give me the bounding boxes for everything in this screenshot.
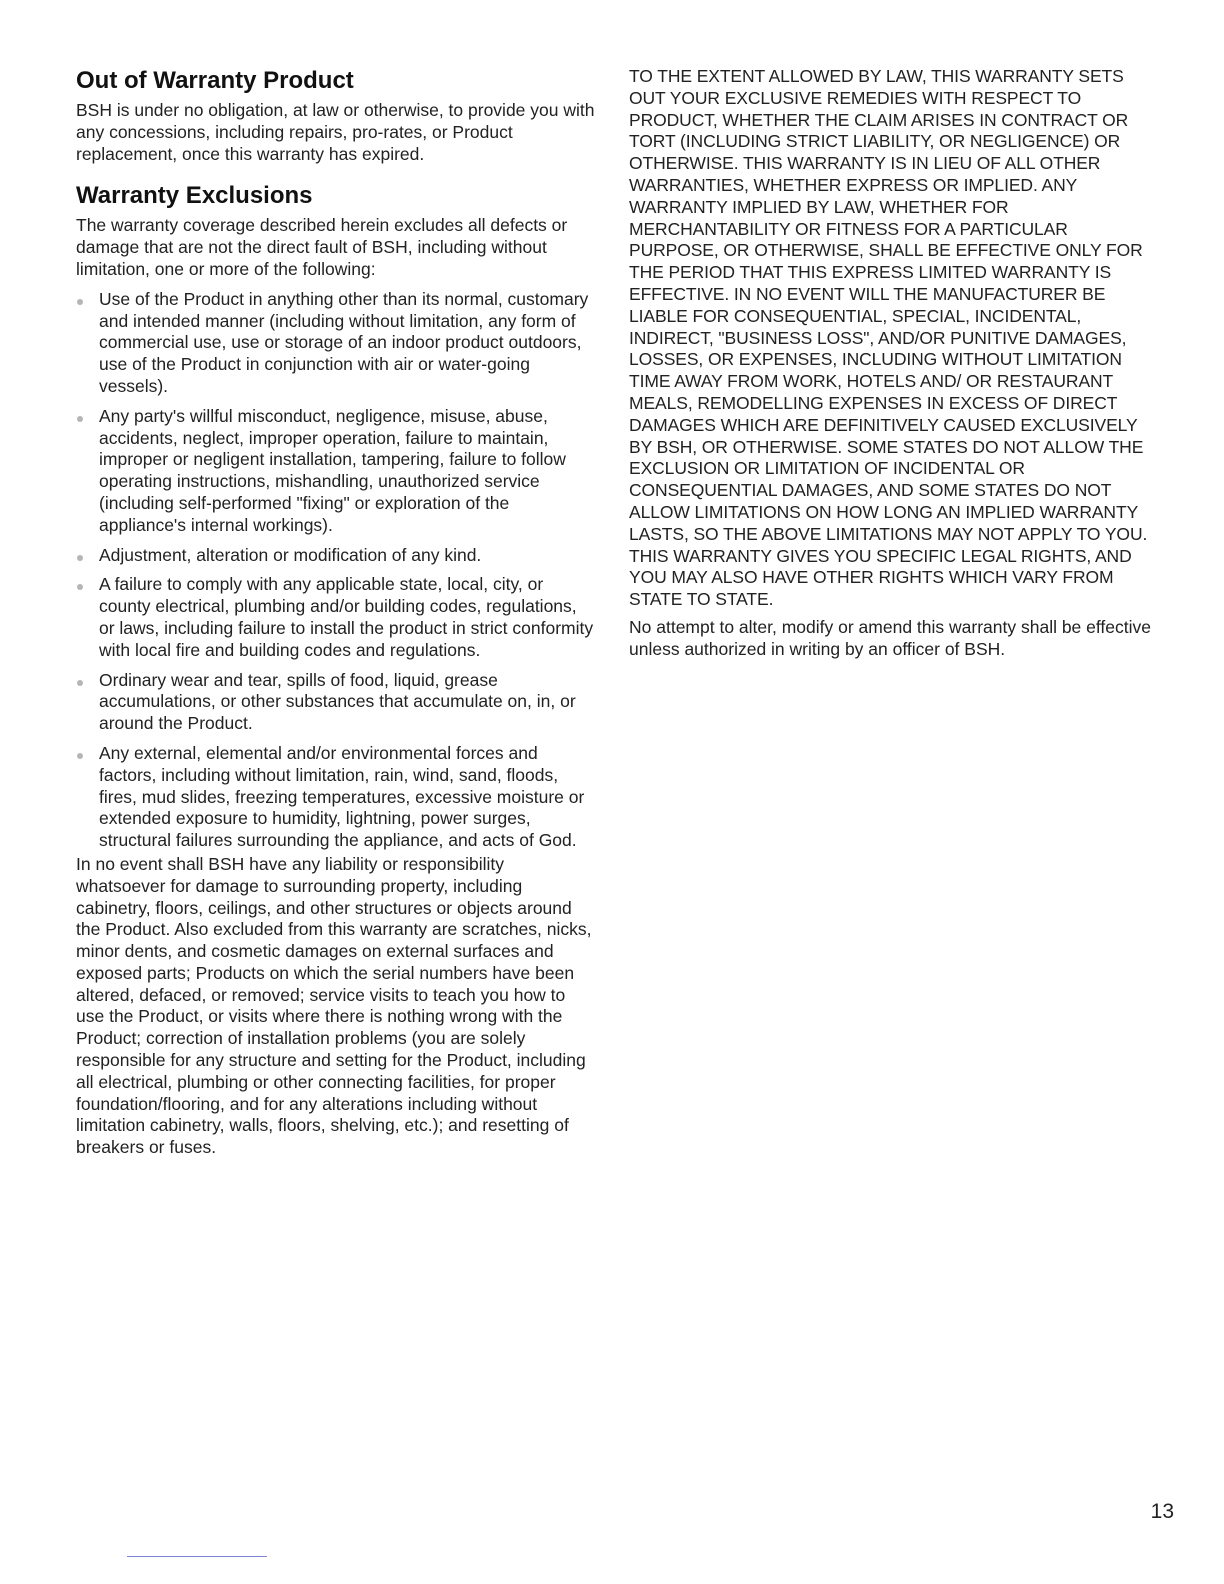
exclusion-item bbox=[76, 574, 596, 661]
exclusion-item-text: Adjustment, alteration or modification of any kind. bbox=[99, 544, 482, 565]
warranty-exclusions-heading: Warranty Exclusions bbox=[76, 182, 313, 210]
exclusion-item bbox=[76, 545, 596, 567]
right-column bbox=[629, 66, 1154, 661]
out-of-warranty-body: BSH is under no obligation, at law or otherwise, to provide you with any concessions, including repairs, pro-rates, or Product replacement, once this warranty has expired. bbox=[76, 100, 595, 164]
amendment-paragraph: No attempt to alter, modify or amend this warranty shall be effective unless authorized in writing by an officer of BSH. bbox=[629, 616, 1152, 659]
exclusion-item bbox=[76, 289, 596, 398]
bullet-icon bbox=[77, 299, 83, 305]
exclusion-item-text: A failure to comply with any applicable state, local, city, or county electrical, plumbing and/or building codes, regulations, or laws, including failure to install the product in strict conformity with local fire and building codes and regulations. bbox=[99, 574, 594, 660]
bullet-icon bbox=[77, 680, 83, 686]
exclusion-item-text: Use of the Product in anything other than its normal, customary and intended manner (including without limitation, any form of commercial use, use or storage of an indoor product outdoors, use of the Product in conjunction with air or water-going vessels). bbox=[99, 288, 589, 396]
left-column bbox=[76, 66, 596, 1159]
liability-paragraph: In no event shall BSH have any liability or responsibility whatsoever for damage to surrounding property, including cabinetry, floors, ceilings, and other structures or objects around the Product. Also excluded from this warranty are scratches, nicks, minor dents, and cosmetic damages on external surfaces and exposed parts; Products on which the serial numbers have been altered, defaced, or removed; service visits to teach you how to use the Product, or visits where there is nothing wrong with the Product; correction of installation problems (you are solely responsible for any structure and setting for the Product, including all electrical, plumbing or other connecting facilities, for proper foundation/flooring, and for any alterations including without limitation cabinetry, walls, floors, shelving, etc.); and resetting of breakers or fuses. bbox=[76, 853, 592, 1158]
exclusion-item-text: Any party's willful misconduct, negligence, misuse, abuse, accidents, neglect, improper operation, failure to maintain, improper or negligent installation, tampering, failure to follow operating instructions, mishandling, unauthorized service (including self-performed "fixing" or exploration of the appliance's internal workings). bbox=[99, 405, 566, 535]
exclusion-item bbox=[76, 670, 596, 735]
exclusion-item bbox=[76, 406, 596, 537]
exclusions-list bbox=[76, 289, 596, 852]
exclusion-item-text: Ordinary wear and tear, spills of food, liquid, grease accumulations, or other substances that accumulate on, in, or around the Product. bbox=[99, 669, 576, 734]
out-of-warranty-heading: Out of Warranty Product bbox=[76, 67, 354, 94]
footer-rule bbox=[127, 1556, 267, 1557]
exclusion-item-text: Any external, elemental and/or environmental forces and factors, including without limitation, rain, wind, sand, floods, fires, mud slides, freezing temperatures, excessive moisture or extended exposure to humidity, lightning, power surges, structural failures surrounding the appliance, and acts of God. bbox=[99, 742, 585, 851]
page-number: 13 bbox=[1150, 1500, 1174, 1523]
bullet-icon bbox=[77, 416, 83, 422]
legal-disclaimer: TO THE EXTENT ALLOWED BY LAW, THIS WARRANTY SETS OUT YOUR EXCLUSIVE REMEDIES WITH RESPECT TO PRODUCT, WHETHER THE CLAIM ARISES IN CONTRACT OR TORT (INCLUDING STRICT LIABILITY, OR NEGLIGENCE) OR OTHERWISE. THIS WARRANTY IS IN LIEU OF ALL OTHER WARRANTIES, WHETHER EXPRESS OR IMPLIED. ANY WARRANTY IMPLIED BY LAW, WHETHER FOR MERCHANTABILITY OR FITNESS FOR A PARTICULAR PURPOSE, OR OTHERWISE, SHALL BE EFFECTIVE ONLY FOR THE PERIOD THAT THIS EXPRESS LIMITED WARRANTY IS EFFECTIVE. IN NO EVENT WILL THE MANUFACTURER BE LIABLE FOR CONSEQUENTIAL, SPECIAL, INCIDENTAL, INDIRECT, "BUSINESS LOSS", AND/OR PUNITIVE DAMAGES, LOSSES, OR EXPENSES, INCLUDING WITHOUT LIMITATION TIME AWAY FROM WORK, HOTELS AND/ OR RESTAURANT MEALS, REMODELLING EXPENSES IN EXCESS OF DIRECT DAMAGES WHICH ARE DEFINITIVELY CAUSED EXCLUSIVELY BY BSH, OR OTHERWISE. SOME STATES DO NOT ALLOW THE EXCLUSION OR LIMITATION OF INCIDENTAL OR CONSEQUENTIAL DAMAGES, AND SOME STATES DO NOT ALLOW LIMITATIONS ON HOW LONG AN IMPLIED WARRANTY LASTS, SO THE ABOVE LIMITATIONS MAY NOT APPLY TO YOU. THIS WARRANTY GIVES YOU SPECIFIC LEGAL RIGHTS, AND YOU MAY ALSO HAVE OTHER RIGHTS WHICH VARY FROM STATE TO STATE. bbox=[629, 66, 1148, 610]
bullet-icon bbox=[77, 584, 83, 590]
bullet-icon bbox=[77, 753, 83, 759]
exclusion-item bbox=[76, 743, 596, 852]
bullet-icon bbox=[77, 555, 83, 561]
warranty-exclusions-intro: The warranty coverage described herein excludes all defects or damage that are not the direct fault of BSH, including without limitation, one or more of the following: bbox=[76, 215, 568, 279]
